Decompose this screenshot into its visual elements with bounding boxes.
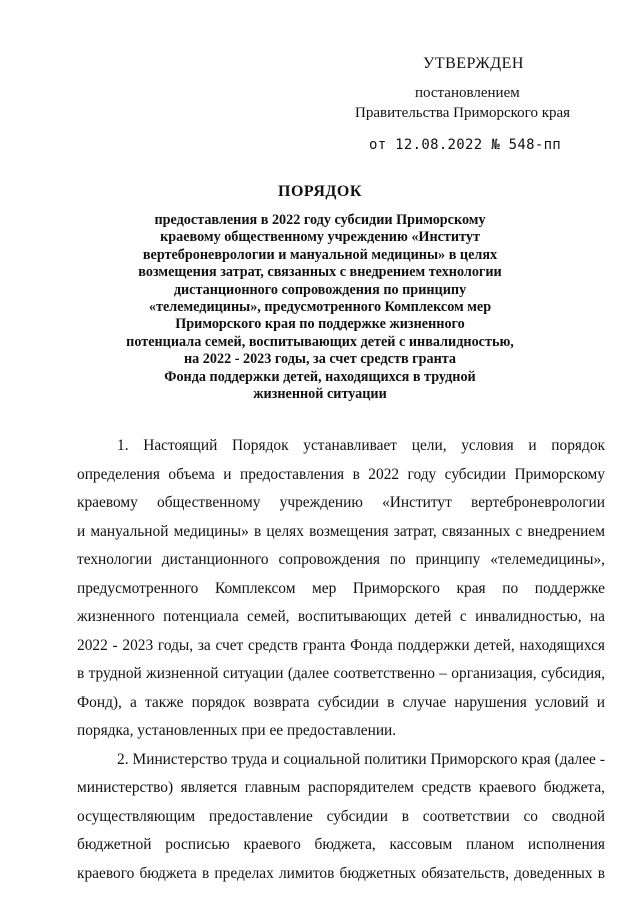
paragraph-1-line: предусмотренного Комплексом мер Приморского края по поддержке	[77, 579, 605, 597]
paragraph-1-line: 1. Настоящий Порядок устанавливает цели, условия и порядок	[117, 437, 605, 454]
paragraph-1-line: 2022 - 2023 годы, за счет средств гранта Фонда поддержки детей, находящихся	[77, 636, 605, 654]
subtitle-line: возмещения затрат, связанных с внедрением технологии	[138, 264, 502, 281]
document-body	[77, 432, 605, 888]
paragraph-2-line: осуществляющим предоставление субсидии в соответствии со сводной	[77, 807, 605, 825]
document-subtitle	[120, 212, 520, 403]
paragraph-2-line: министерство) является главным распорядителем средств краевого бюджета,	[77, 779, 605, 796]
paragraph-1-line: и мануальной медицины» в целях возмещения затрат, связанных с внедрением	[77, 522, 605, 540]
approval-stamp	[355, 54, 595, 155]
paragraph-1-line: в трудной жизненной ситуации (далее соответственно – организация, субсидия,	[77, 665, 605, 682]
document-title: ПОРЯДОК	[278, 183, 362, 200]
resolution-number: от 12.08.2022 № 548-пп	[369, 137, 562, 153]
subtitle-line: краевому общественному учреждению «Институт	[160, 229, 480, 246]
subtitle-line: на 2022 - 2023 годы, за счет средств гранта	[183, 351, 456, 368]
subtitle-line: потенциала семей, воспитывающих детей с инвалидностью,	[126, 333, 514, 350]
paragraph-1-line: Фонд), а также порядок возврата субсидии в случае нарушения условий и	[77, 693, 605, 711]
subtitle-line: жизненной ситуации	[253, 386, 387, 403]
paragraph-1-line: технологии дистанционного сопровождения по принципу «телемедицины»,	[77, 551, 605, 568]
paragraph-2-line: 2. Министерство труда и социальной политики Приморского края (далее -	[117, 750, 605, 768]
subtitle-line: «телемедицины», предусмотренного Комплексом мер	[148, 299, 492, 316]
paragraph-1-line: порядка, установленных при ее предоставлении.	[77, 722, 397, 739]
subtitle-line: вертеброневрологии и мануальной медицины» в целях	[142, 246, 498, 263]
subtitle-line: Приморского края по поддержке жизненного	[175, 316, 465, 333]
paragraph-1-line: краевому общественному учреждению «Институт вертеброневрологии	[77, 494, 605, 511]
government-label: Правительства Приморского края	[355, 105, 571, 121]
paragraph-2-line: бюджетной росписью краевого бюджета, кассовым планом исполнения	[77, 836, 605, 853]
paragraph-2-line: краевого бюджета в пределах лимитов бюджетных обязательств, доведенных в	[77, 864, 605, 882]
subtitle-line: дистанционного сопровождения по принципу	[173, 281, 467, 298]
paragraph-1-line: определения объема и предоставления в 2022 году субсидии Приморскому	[77, 465, 605, 483]
approved-label: УТВЕРЖДЕН	[423, 55, 524, 72]
subtitle-line: Фонда поддержки детей, находящихся в трудной	[164, 368, 476, 385]
resolution-label: постановлением	[415, 85, 520, 101]
subtitle-line: предоставления в 2022 году субсидии Приморскому	[154, 212, 486, 228]
paragraph-1-line: жизненного потенциала семей, воспитывающих детей с инвалидностью, на	[77, 608, 605, 625]
